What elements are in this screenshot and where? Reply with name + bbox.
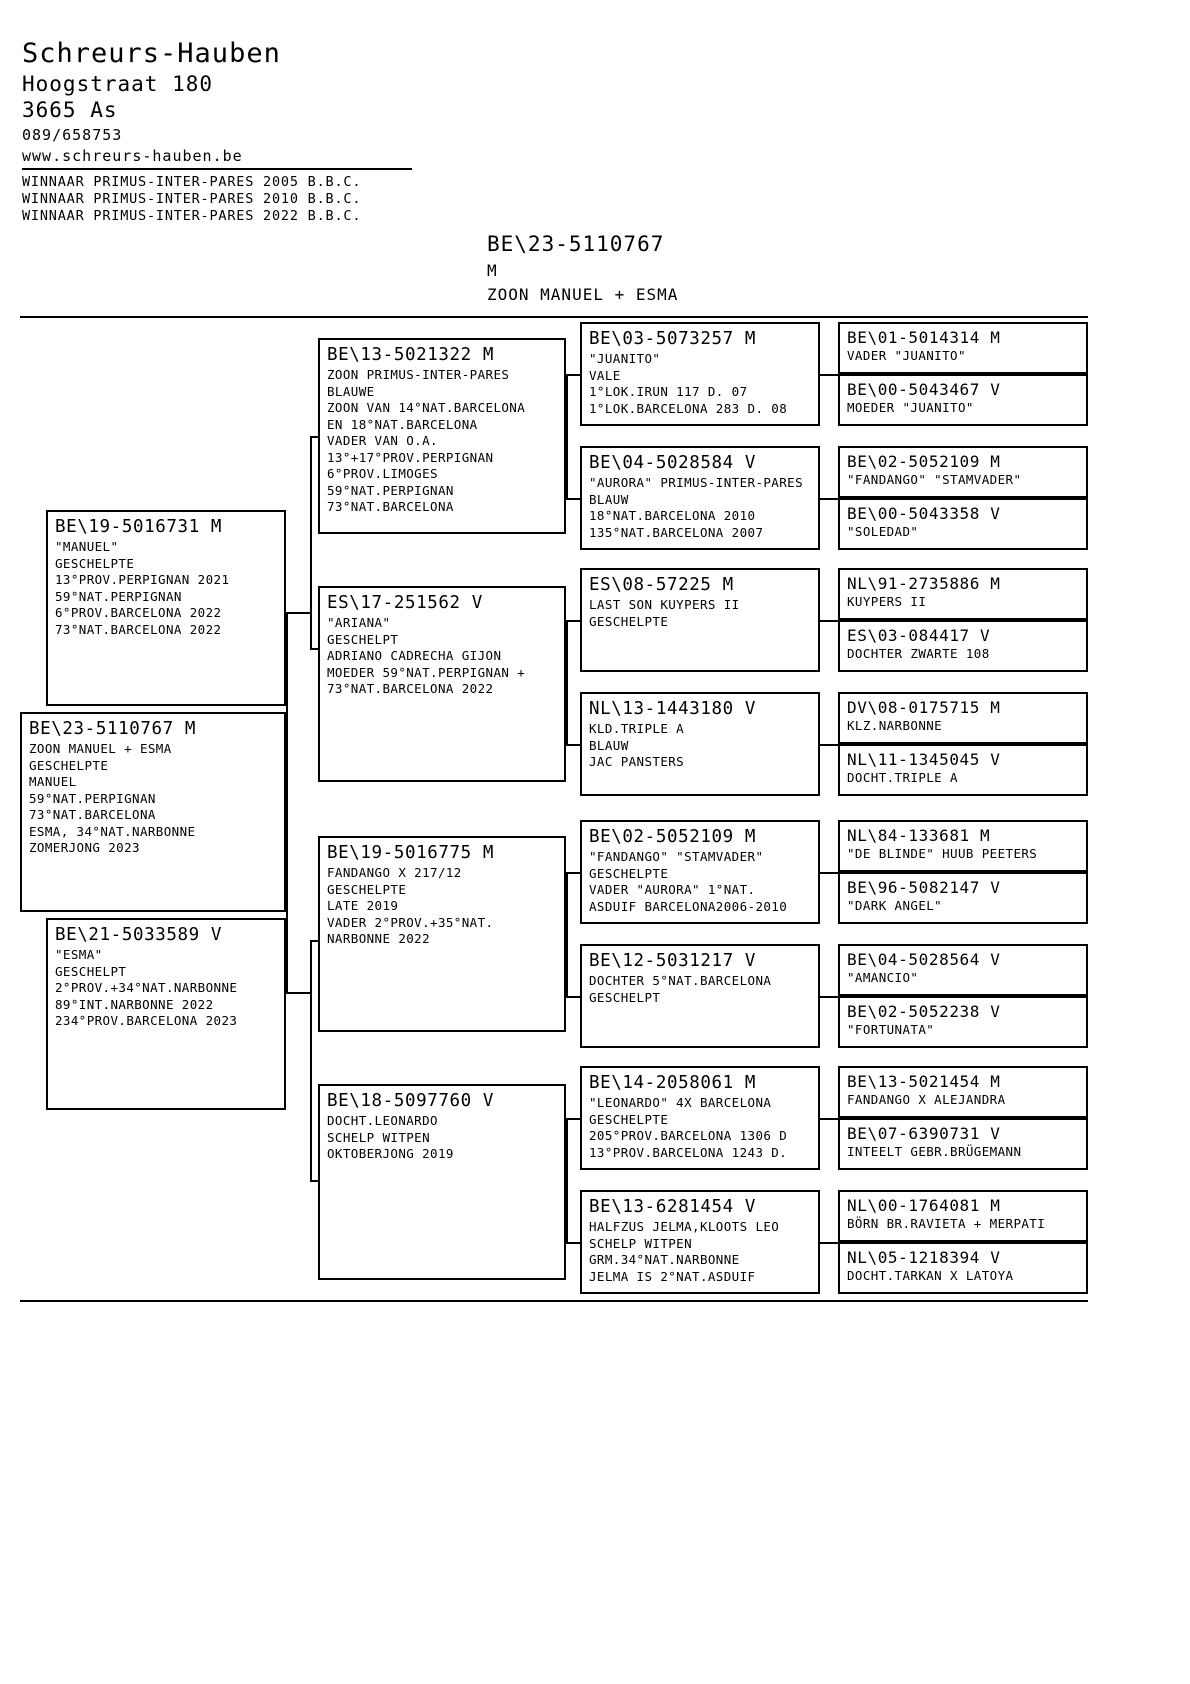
detail-line: GESCHELPTE: [589, 865, 669, 881]
detail-line: DOCHTER 5°NAT.BARCELONA: [589, 973, 772, 988]
box-ring-number: BE\21-5033589 V: [55, 925, 223, 945]
pedigree-box-gen4: [838, 322, 1088, 374]
detail-line: 13°+17°PROV.PERPIGNAN: [327, 449, 494, 465]
detail-line: NARBONNE 2022: [327, 931, 431, 946]
box-ring-number: NL\11-1345045 V: [847, 750, 1001, 769]
detail-line: "ARIANA": [327, 615, 391, 630]
connector: [286, 612, 288, 992]
detail-line: "LEONARDO" 4X BARCELONA: [589, 1095, 772, 1110]
connector: [820, 374, 838, 376]
detail-line: VADER "AURORA" 1°NAT.: [589, 882, 756, 897]
detail-line: "SOLEDAD": [847, 524, 919, 539]
pedigree-box-gen4: [838, 1190, 1088, 1242]
connector: [566, 374, 580, 376]
box-details: [847, 1092, 1086, 1108]
connector: [566, 872, 580, 874]
detail-line: DOCHT.LEONARDO: [327, 1113, 438, 1128]
box-ring-number: BE\19-5016731 M: [55, 517, 223, 537]
box-details: [847, 524, 1086, 540]
detail-line: HALFZUS JELMA,KLOOTS LEO: [589, 1219, 780, 1234]
pedigree-box-gen2: [318, 586, 566, 782]
detail-line: DOCHTER ZWARTE 108: [847, 646, 990, 661]
pedigree-box-gen3: [580, 1190, 820, 1294]
detail-line: "MANUEL": [55, 539, 119, 554]
box-ring-number: NL\84-133681 M: [847, 826, 991, 845]
detail-line: 59°NAT.PERPIGNAN: [29, 790, 156, 806]
detail-line: DOCHT.TRIPLE A: [847, 770, 958, 785]
detail-line: GESCHELPTE: [589, 613, 669, 629]
detail-line: 73°NAT.BARCELONA 2022: [327, 681, 494, 696]
pedigree-box-gen4: [838, 692, 1088, 744]
box-ring-number: BE\02-5052109 M: [847, 452, 1001, 471]
detail-line: ASDUIF BARCELONA2006-2010: [589, 898, 788, 914]
detail-line: FANDANGO X ALEJANDRA: [847, 1092, 1006, 1107]
box-ring-number: BE\13-6281454 V: [589, 1197, 757, 1217]
box-ring-number: DV\08-0175715 M: [847, 698, 1001, 717]
detail-line: GESCHELPT: [327, 631, 399, 647]
detail-line: 13°PROV.PERPIGNAN 2021: [55, 572, 230, 587]
box-details: [847, 970, 1086, 986]
detail-line: 1°LOK.IRUN 117 D. 07: [589, 384, 748, 399]
box-details: [589, 475, 818, 541]
detail-line: 89°INT.NARBONNE 2022: [55, 996, 214, 1012]
detail-line: VADER "JUANITO": [847, 348, 966, 363]
detail-line: 73°NAT.BARCELONA: [29, 807, 156, 822]
pedigree-box-gen3: [580, 820, 820, 924]
box-ring-number: BE\02-5052109 M: [589, 827, 757, 847]
box-details: [327, 1113, 564, 1163]
pedigree-box-gen4: [838, 1242, 1088, 1294]
chart-bottom-divider: [20, 1300, 1088, 1302]
box-details: [847, 718, 1086, 734]
box-ring-number: BE\12-5031217 V: [589, 951, 757, 971]
box-ring-number: BE\23-5110767 M: [29, 719, 197, 739]
detail-line: "FANDANGO" "STAMVADER": [589, 849, 764, 864]
box-ring-number: BE\02-5052238 V: [847, 1002, 1001, 1021]
detail-line: 73°NAT.BARCELONA: [327, 499, 454, 514]
box-ring-number: BE\04-5028584 V: [589, 453, 757, 473]
detail-line: DOCHT.TARKAN X LATOYA: [847, 1268, 1014, 1283]
box-ring-number: NL\05-1218394 V: [847, 1248, 1001, 1267]
box-ring-number: BE\04-5028564 V: [847, 950, 1001, 969]
award-line: WINNAAR PRIMUS-INTER-PARES 2005 B.B.C.: [22, 174, 362, 190]
detail-line: KLD.TRIPLE A: [589, 721, 685, 736]
connector: [566, 744, 580, 746]
box-details: [327, 367, 564, 516]
detail-line: KUYPERS II: [847, 594, 927, 609]
detail-line: 18°NAT.BARCELONA 2010: [589, 508, 756, 523]
pedigree-box-gen4: [838, 944, 1088, 996]
connector: [820, 498, 838, 500]
box-details: [589, 973, 818, 1006]
detail-line: 6°PROV.LIMOGES: [327, 466, 438, 481]
detail-line: EN 18°NAT.BARCELONA: [327, 416, 478, 432]
pedigree-box-gen3: [580, 692, 820, 796]
connector: [820, 620, 838, 622]
pedigree-box-gen4: [838, 1118, 1088, 1170]
pedigree-box-gen3: [580, 1066, 820, 1170]
chart-top-divider: [20, 316, 1088, 318]
connector: [820, 744, 838, 746]
box-details: [589, 721, 818, 771]
detail-line: GRM.34°NAT.NARBONNE: [589, 1252, 740, 1267]
box-details: [589, 849, 818, 915]
detail-line: 205°PROV.BARCELONA 1306 D: [589, 1128, 788, 1143]
box-details: [847, 594, 1086, 610]
pedigree-box-gen4: [838, 374, 1088, 426]
detail-line: 6°PROV.BARCELONA 2022: [55, 605, 222, 620]
detail-line: ADRIANO CADRECHA GIJON: [327, 648, 502, 663]
detail-line: "FORTUNATA": [847, 1022, 935, 1037]
box-details: [589, 597, 818, 630]
box-details: [847, 400, 1086, 416]
detail-line: "AMANCIO": [847, 970, 919, 985]
box-details: [327, 865, 564, 948]
detail-line: SCHELP WITPEN: [589, 1235, 693, 1251]
detail-line: GESCHELPTE: [29, 757, 109, 773]
pedigree-box-gen4: [838, 446, 1088, 498]
connector: [286, 612, 310, 614]
detail-line: 234°PROV.BARCELONA 2023: [55, 1013, 238, 1028]
connector: [566, 620, 580, 622]
box-ring-number: BE\13-5021322 M: [327, 345, 495, 365]
box-ring-number: NL\13-1443180 V: [589, 699, 757, 719]
box-details: [55, 539, 284, 638]
pedigree-box-gen4: [838, 498, 1088, 550]
award-line: WINNAAR PRIMUS-INTER-PARES 2022 B.B.C.: [22, 208, 362, 224]
loft-website: www.schreurs-hauben.be: [22, 147, 243, 165]
box-details: [847, 348, 1086, 364]
box-ring-number: BE\01-5014314 M: [847, 328, 1001, 347]
box-ring-number: BE\18-5097760 V: [327, 1091, 495, 1111]
detail-line: 2°PROV.+34°NAT.NARBONNE: [55, 980, 238, 995]
pedigree-box-gen2: [318, 338, 566, 534]
detail-line: GESCHELPTE: [589, 1111, 669, 1127]
box-ring-number: BE\03-5073257 M: [589, 329, 757, 349]
connector: [286, 992, 310, 994]
connector: [566, 872, 568, 996]
box-details: [847, 1144, 1086, 1160]
box-ring-number: BE\13-5021454 M: [847, 1072, 1001, 1091]
detail-line: OKTOBERJONG 2019: [327, 1146, 454, 1161]
detail-line: INTEELT GEBR.BRÜGEMANN: [847, 1144, 1022, 1159]
box-ring-number: BE\07-6390731 V: [847, 1124, 1001, 1143]
subject-sex: M: [487, 261, 498, 280]
box-details: [29, 741, 284, 857]
box-details: [589, 351, 818, 417]
detail-line: GESCHELPT: [55, 963, 127, 979]
connector: [566, 620, 568, 744]
detail-line: SCHELP WITPEN: [327, 1129, 431, 1145]
detail-line: GESCHELPT: [589, 989, 661, 1005]
pedigree-box-sire: [46, 510, 286, 706]
detail-line: "AURORA" PRIMUS-INTER-PARES: [589, 475, 803, 490]
award-line: WINNAAR PRIMUS-INTER-PARES 2010 B.B.C.: [22, 191, 362, 207]
pedigree-box-gen2: [318, 836, 566, 1032]
connector: [820, 996, 838, 998]
detail-line: VALE: [589, 367, 621, 383]
detail-line: 73°NAT.BARCELONA 2022: [55, 621, 222, 637]
connector: [566, 374, 568, 498]
detail-line: LATE 2019: [327, 898, 399, 913]
connector: [820, 1118, 838, 1120]
detail-line: "DE BLINDE" HUUB PEETERS: [847, 846, 1038, 861]
connector: [566, 996, 580, 998]
box-details: [847, 1022, 1086, 1038]
pedigree-box-gen4: [838, 1066, 1088, 1118]
connector: [566, 1118, 568, 1242]
box-ring-number: NL\91-2735886 M: [847, 574, 1001, 593]
pedigree-box-gen4: [838, 996, 1088, 1048]
connector: [820, 1242, 838, 1244]
pedigree-box-gen4: [838, 820, 1088, 872]
subject-ring-number: BE\23-5110767: [487, 232, 665, 256]
pedigree-box-gen4: [838, 744, 1088, 796]
detail-line: ZOON VAN 14°NAT.BARCELONA: [327, 400, 526, 415]
box-ring-number: NL\00-1764081 M: [847, 1196, 1001, 1215]
box-ring-number: ES\03-084417 V: [847, 626, 991, 645]
detail-line: "FANDANGO" "STAMVADER": [847, 472, 1022, 487]
box-details: [589, 1095, 818, 1161]
box-details: [847, 1216, 1086, 1232]
loft-street: Hoogstraat 180: [22, 72, 214, 96]
subject-description: ZOON MANUEL + ESMA: [487, 285, 679, 304]
connector: [820, 872, 838, 874]
loft-name: Schreurs-Hauben: [22, 38, 281, 69]
detail-line: BLAUWE: [327, 383, 375, 399]
box-details: [55, 947, 284, 1030]
detail-line: 13°PROV.BARCELONA 1243 D.: [589, 1144, 788, 1160]
pedigree-box-gen2: [318, 1084, 566, 1280]
detail-line: ESMA, 34°NAT.NARBONNE: [29, 823, 196, 839]
box-details: [847, 770, 1086, 786]
box-details: [847, 846, 1086, 862]
detail-line: VADER VAN O.A.: [327, 433, 438, 448]
detail-line: BÖRN BR.RAVIETA + MERPATI: [847, 1216, 1046, 1231]
box-details: [847, 1268, 1086, 1284]
detail-line: 135°NAT.BARCELONA 2007: [589, 524, 764, 540]
box-ring-number: ES\17-251562 V: [327, 593, 483, 613]
detail-line: FANDANGO X 217/12: [327, 865, 462, 880]
detail-line: ZOON PRIMUS-INTER-PARES: [327, 367, 510, 382]
detail-line: MANUEL: [29, 774, 77, 789]
detail-line: BLAUW: [589, 737, 629, 753]
detail-line: ZOMERJONG 2023: [29, 840, 140, 855]
pedigree-box-gen4: [838, 568, 1088, 620]
detail-line: KLZ.NARBONNE: [847, 718, 943, 733]
detail-line: MOEDER "JUANITO": [847, 400, 974, 415]
connector: [566, 1242, 580, 1244]
box-ring-number: ES\08-57225 M: [589, 575, 734, 595]
connector: [310, 940, 312, 1180]
detail-line: BLAUW: [589, 491, 629, 507]
detail-line: VADER 2°PROV.+35°NAT.: [327, 914, 494, 930]
pedigree-box-gen3: [580, 446, 820, 550]
loft-phone: 089/658753: [22, 126, 123, 144]
box-details: [847, 898, 1086, 914]
pedigree-box-gen3: [580, 322, 820, 426]
detail-line: JAC PANSTERS: [589, 754, 685, 769]
detail-line: GESCHELPTE: [327, 881, 407, 897]
pedigree-box-self: [20, 712, 286, 912]
connector: [310, 436, 312, 648]
box-ring-number: BE\96-5082147 V: [847, 878, 1001, 897]
header-divider: [22, 168, 412, 170]
box-ring-number: BE\00-5043467 V: [847, 380, 1001, 399]
detail-line: 59°NAT.PERPIGNAN: [327, 482, 454, 498]
box-details: [847, 646, 1086, 662]
detail-line: GESCHELPTE: [55, 555, 135, 571]
box-ring-number: BE\14-2058061 M: [589, 1073, 757, 1093]
detail-line: "DARK ANGEL": [847, 898, 943, 913]
detail-line: MOEDER 59°NAT.PERPIGNAN +: [327, 664, 526, 680]
connector: [566, 498, 580, 500]
pedigree-box-gen4: [838, 872, 1088, 924]
box-ring-number: BE\00-5043358 V: [847, 504, 1001, 523]
detail-line: LAST SON KUYPERS II: [589, 597, 740, 612]
box-ring-number: BE\19-5016775 M: [327, 843, 495, 863]
pedigree-box-dam: [46, 918, 286, 1110]
detail-line: "ESMA": [55, 947, 103, 962]
box-details: [589, 1219, 818, 1285]
detail-line: "JUANITO": [589, 351, 661, 366]
box-details: [847, 472, 1086, 488]
pedigree-box-gen4: [838, 620, 1088, 672]
connector: [566, 1118, 580, 1120]
box-details: [327, 615, 564, 698]
loft-city: 3665 As: [22, 98, 118, 122]
pedigree-box-gen3: [580, 568, 820, 672]
detail-line: 1°LOK.BARCELONA 283 D. 08: [589, 400, 788, 416]
detail-line: JELMA IS 2°NAT.ASDUIF: [589, 1268, 756, 1284]
pedigree-box-gen3: [580, 944, 820, 1048]
detail-line: 59°NAT.PERPIGNAN: [55, 588, 182, 604]
detail-line: ZOON MANUEL + ESMA: [29, 741, 172, 756]
